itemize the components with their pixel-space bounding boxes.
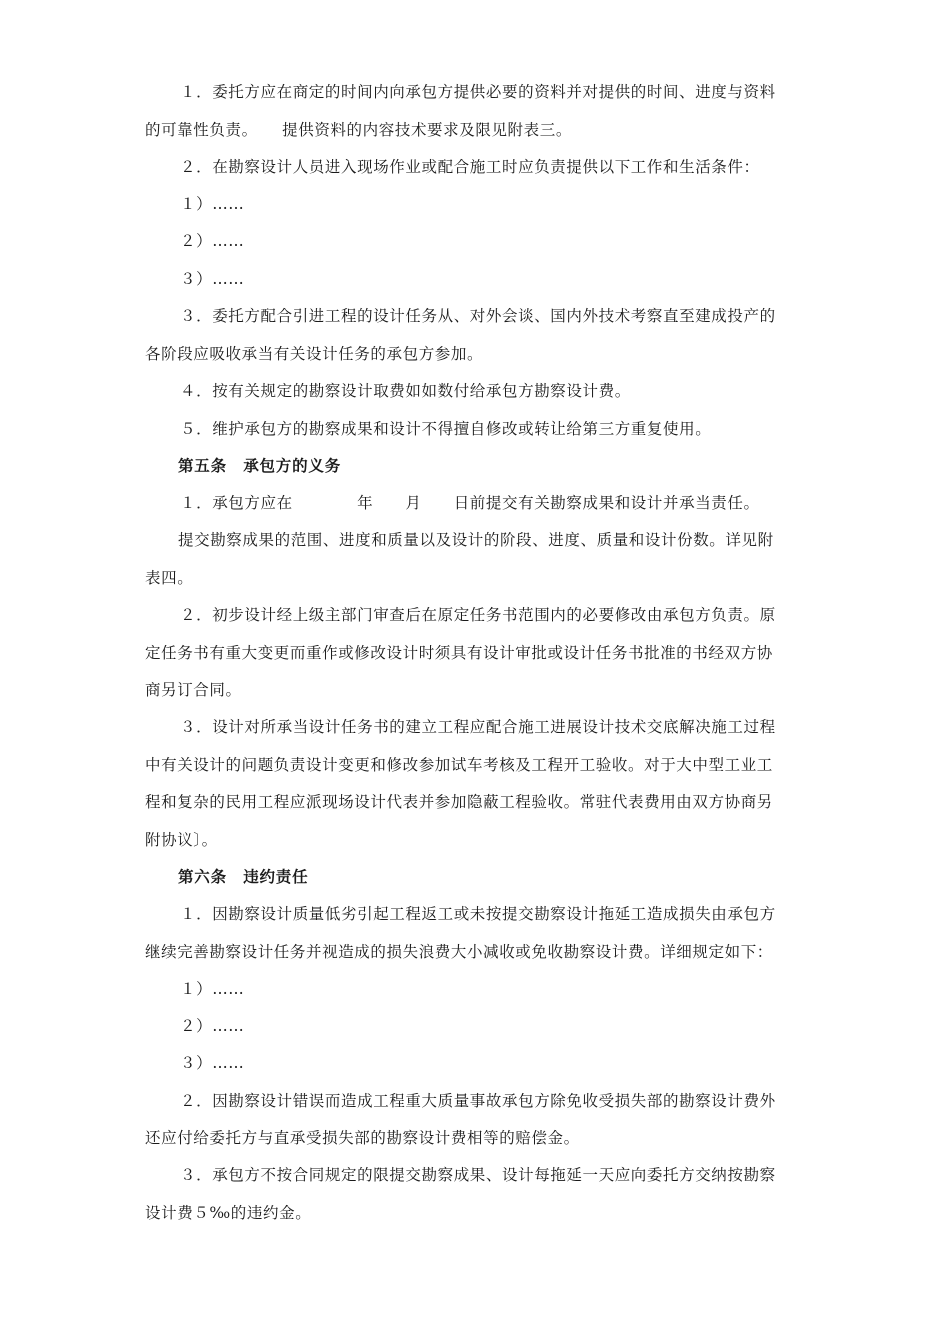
clause-4-item-3-line-2: 各阶段应吸收承当有关设计任务的承包方参加。 — [145, 345, 484, 363]
clause-6-item-1-sub-3: ３）…… — [180, 1054, 245, 1072]
clause-5-item-1-detail-line-1: 提交勘察成果的范围、进度和质量以及设计的阶段、进度、质量和设计份数。详见附 — [178, 531, 774, 549]
clause-6-item-1-line-2: 继续完善勘察设计任务并视造成的损失浪费大小减收或免收勘察设计费。详细规定如下： — [145, 943, 773, 961]
clause-5-item-2-line-1: ２．初步设计经上级主部门审查后在原定任务书范围内的必要修改由承包方负责。原 — [180, 606, 776, 624]
clause-4-item-2-sub-2: ２）…… — [180, 232, 245, 250]
clause-6-item-2-line-1: ２．因勘察设计错误而造成工程重大质量事故承包方除免收受损失部的勘察设计费外 — [180, 1092, 776, 1110]
clause-5-item-3-line-3: 程和复杂的民用工程应派现场设计代表并参加隐蔽工程验收。常驻代表费用由双方协商另 — [145, 793, 773, 811]
clause-4-item-2-sub-1: １）…… — [180, 195, 245, 213]
clause-5-item-3-line-2: 中有关设计的问题负责设计变更和修改参加试车考核及工程开工验收。对于大中型工业工 — [145, 756, 773, 774]
clause-5-item-3-line-1: ３．设计对所承当设计任务书的建立工程应配合施工进展设计技术交底解决施工过程 — [180, 718, 776, 736]
clause-6-item-3-line-2: 设计费５‰的违约金。 — [145, 1204, 312, 1222]
clause-6-item-1-line-1: １．因勘察设计质量低劣引起工程返工或未按提交勘察设计拖延工造成损失由承包方 — [180, 905, 776, 923]
clause-5-heading: 第五条 承包方的义务 — [178, 457, 342, 475]
clause-5-item-1: １．承包方应在 年 月 日前提交有关勘察成果和设计并承当责任。 — [180, 494, 760, 512]
clause-4-item-4: ４．按有关规定的勘察设计取费如如数付给承包方勘察设计费。 — [180, 382, 631, 400]
clause-4-item-2: ２．在勘察设计人员进入现场作业或配合施工时应负责提供以下工作和生活条件： — [180, 158, 760, 176]
clause-5-item-2-line-2: 定任务书有重大变更而重作或修改设计时须具有设计审批或设计任务书批准的书经双方协 — [145, 644, 773, 662]
clause-4-item-2-sub-3: ３）…… — [180, 270, 245, 288]
clause-4-item-5: ５．维护承包方的勘察成果和设计不得擅自修改或转让给第三方重复使用。 — [180, 420, 712, 438]
clause-4-item-3-line-1: ３．委托方配合引进工程的设计任务从、对外会谈、国内外技术考察直至建成投产的 — [180, 307, 776, 325]
clause-5-item-2-line-3: 商另订合同。 — [145, 681, 242, 699]
clause-6-heading: 第六条 违约责任 — [178, 868, 309, 886]
clause-6-item-1-sub-2: ２）…… — [180, 1017, 245, 1035]
clause-4-item-1-line-1: １．委托方应在商定的时间内向承包方提供必要的资料并对提供的时间、进度与资料 — [180, 83, 776, 101]
clause-4-item-1-line-2: 的可靠性负责。 提供资料的内容技术要求及限见附表三。 — [145, 121, 572, 139]
clause-6-item-2-line-2: 还应付给委托方与直承受损失部的勘察设计费相等的赔偿金。 — [145, 1129, 580, 1147]
clause-5-item-1-detail-line-2: 表四。 — [145, 569, 194, 587]
clause-6-item-3-line-1: ３．承包方不按合同规定的限提交勘察成果、设计每拖延一天应向委托方交纳按勘察 — [180, 1166, 776, 1184]
clause-6-item-1-sub-1: １）…… — [180, 980, 245, 998]
clause-5-item-3-line-4: 附协议〕。 — [145, 831, 218, 849]
